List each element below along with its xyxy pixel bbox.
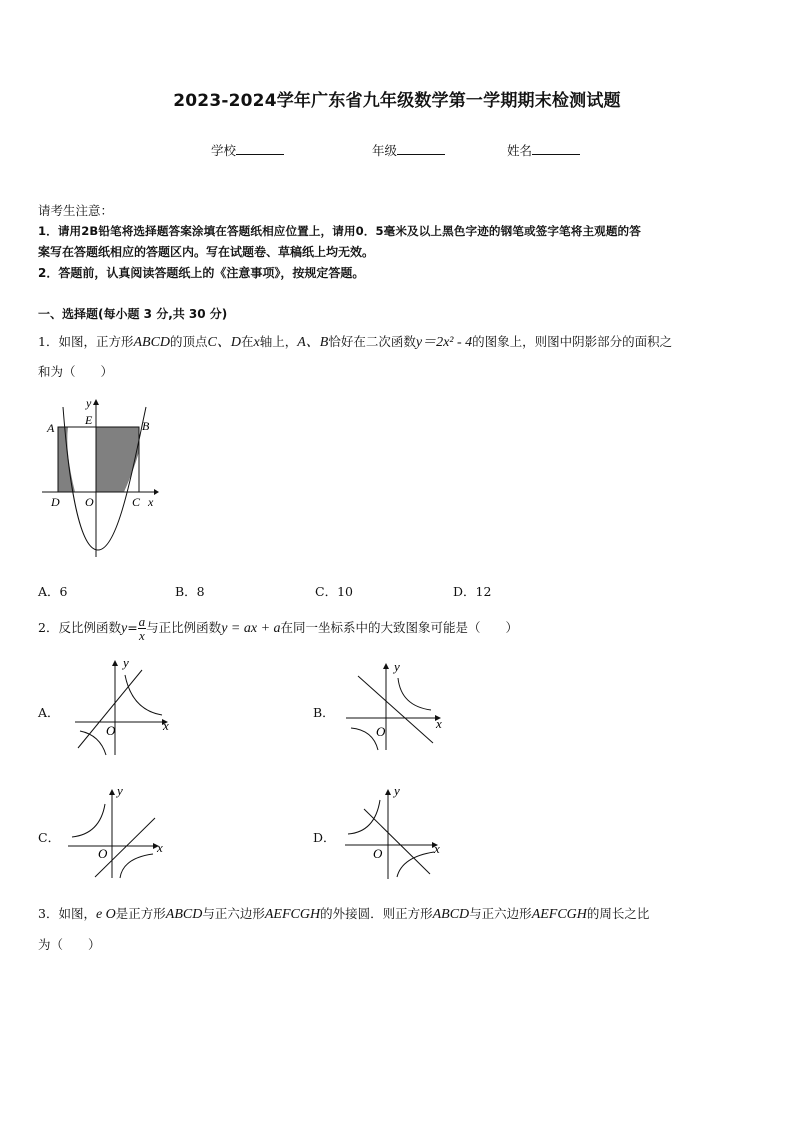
q1-text: 恰好在二次函数 [328, 334, 416, 349]
q2-option-c-label[interactable]: C． [38, 830, 61, 845]
question-3-line-1 [38, 904, 649, 923]
q2-equals: = [127, 620, 138, 635]
shaded-region-right [96, 427, 139, 492]
y-axis-arrow [93, 399, 99, 405]
label-x: x [148, 495, 154, 509]
q3-square: ABCD [432, 907, 470, 922]
q1-option-a[interactable]: A．6 [38, 584, 68, 599]
hyperbola-branch-1 [72, 804, 105, 837]
origin-label: O [373, 846, 383, 861]
q3-hexagon: AEFCGH [264, 907, 321, 922]
label-e: E [85, 413, 93, 427]
name-label: 姓名 [507, 143, 533, 158]
origin-label: O [376, 724, 386, 739]
label-c: C [132, 495, 141, 509]
question-3-line-2: 为（ ） [38, 937, 101, 952]
label-a: A [47, 421, 55, 435]
label-o: O [85, 495, 94, 509]
school-blank [236, 142, 284, 155]
q1-x: x [253, 335, 260, 350]
q3-text: 的外接圆．则正方形 [320, 906, 433, 921]
q1-parabola-figure [38, 392, 168, 562]
q1-points-cd: C、D [207, 335, 241, 350]
fraction-denominator: x [139, 628, 145, 643]
axis-label-y: y [117, 783, 123, 798]
notice-line-2: 案写在答题纸相应的答题区内。写在试题卷、草稿纸上均无效。 [38, 245, 375, 259]
label-d: D [51, 495, 60, 509]
q3-hexagon: AEFCGH [531, 907, 587, 922]
label-b: B [142, 419, 150, 433]
q2-option-a-graph[interactable] [70, 655, 180, 760]
label-y: y [86, 396, 92, 410]
grade-label: 年级 [372, 143, 398, 158]
grade-field [372, 141, 445, 159]
name-blank [532, 142, 580, 155]
y-axis-arrow [112, 660, 118, 666]
y-axis-arrow [385, 789, 391, 795]
name-field [507, 141, 580, 159]
q3-text: 与正六边形 [202, 906, 265, 921]
fraction-numerator: a [138, 614, 146, 629]
axis-label-x: x [163, 718, 169, 733]
axis-label-y: y [123, 655, 129, 670]
q1-text: 在 [241, 334, 254, 349]
y-axis-arrow [109, 789, 115, 795]
axis-label-x: x [434, 841, 440, 856]
x-axis-arrow [154, 489, 159, 495]
page-title: 2023-2024学年广东省九年级数学第一学期期末检测试题 [173, 91, 621, 111]
q3-text: 3．如图， [38, 906, 96, 921]
q1-option-c[interactable]: C．10 [315, 584, 353, 599]
q3-text: 与正六边形 [469, 906, 532, 921]
y-axis-arrow [383, 663, 389, 669]
hyperbola-branch-1 [398, 678, 431, 710]
axis-label-x: x [436, 716, 442, 731]
q2-text: 2．反比例函数 [38, 620, 121, 635]
q2-option-c-graph[interactable] [65, 782, 175, 882]
question-1-line-2: 和为（ ） [38, 364, 114, 379]
q1-text: 轴上， [259, 334, 298, 349]
hyperbola-branch-2 [120, 854, 153, 878]
axis-label-y: y [394, 659, 400, 674]
origin-label: O [106, 723, 116, 738]
grade-blank [397, 142, 445, 155]
axis-label-y: y [394, 783, 400, 798]
q2-text: 与正比例函数 [146, 620, 222, 635]
hyperbola-branch-1 [348, 800, 380, 834]
hyperbola-branch-2 [397, 852, 434, 877]
q2-text: 在同一坐标系中的大致图象可能是（ ） [280, 620, 519, 635]
q1-points-ab: A、B [297, 335, 329, 350]
line-graph [358, 676, 433, 743]
notice-line-3: 2．答题前，认真阅读答题纸上的《注意事项》，按规定答题。 [38, 266, 365, 280]
q2-option-b-graph[interactable] [343, 658, 453, 753]
q1-option-b[interactable]: B．8 [175, 584, 205, 599]
q2-option-a-label[interactable]: A． [38, 705, 60, 720]
q2-fraction [138, 615, 147, 642]
q2-option-b-label[interactable]: B． [313, 705, 335, 720]
q2-linear-function: y = ax + a [221, 621, 281, 636]
q3-text: 是正方形 [115, 906, 166, 921]
section-heading: 一、选择题(每小题 3 分,共 30 分) [38, 307, 228, 321]
hyperbola-branch-2 [80, 731, 106, 755]
shaded-region-left [58, 427, 75, 492]
q1-square: ABCD [133, 335, 171, 350]
question-2 [38, 615, 518, 642]
school-label: 学校 [211, 143, 237, 158]
q2-option-d-graph[interactable] [342, 782, 452, 882]
q3-circle: e O [95, 907, 116, 922]
q1-text: 1．如图，正方形 [38, 334, 134, 349]
school-field [211, 141, 284, 159]
q3-text: 的周长之比 [586, 906, 650, 921]
axis-label-x: x [157, 840, 163, 855]
q1-option-d[interactable]: D．12 [453, 584, 492, 599]
q2-y: y [120, 621, 128, 636]
question-1-line-1 [38, 331, 672, 351]
q2-option-d-label[interactable]: D． [313, 830, 336, 845]
notice-line-1: 1．请用2B铅笔将选择题答案涂填在答题纸相应位置上，请用0．5毫米及以上黑色字迹的钢笔或签字笔将主观题的答 [38, 224, 641, 238]
origin-label: O [98, 846, 108, 861]
notice-heading: 请考生注意： [38, 203, 114, 218]
hyperbola-branch-2 [351, 728, 378, 750]
q1-function: y＝2x² - 4 [415, 335, 473, 350]
q3-square: ABCD [165, 907, 203, 922]
q1-text: 的图象上，则图中阴影部分的面积之 [472, 334, 673, 349]
hyperbola-branch-1 [125, 675, 162, 715]
q1-text: 的顶点 [170, 334, 208, 349]
